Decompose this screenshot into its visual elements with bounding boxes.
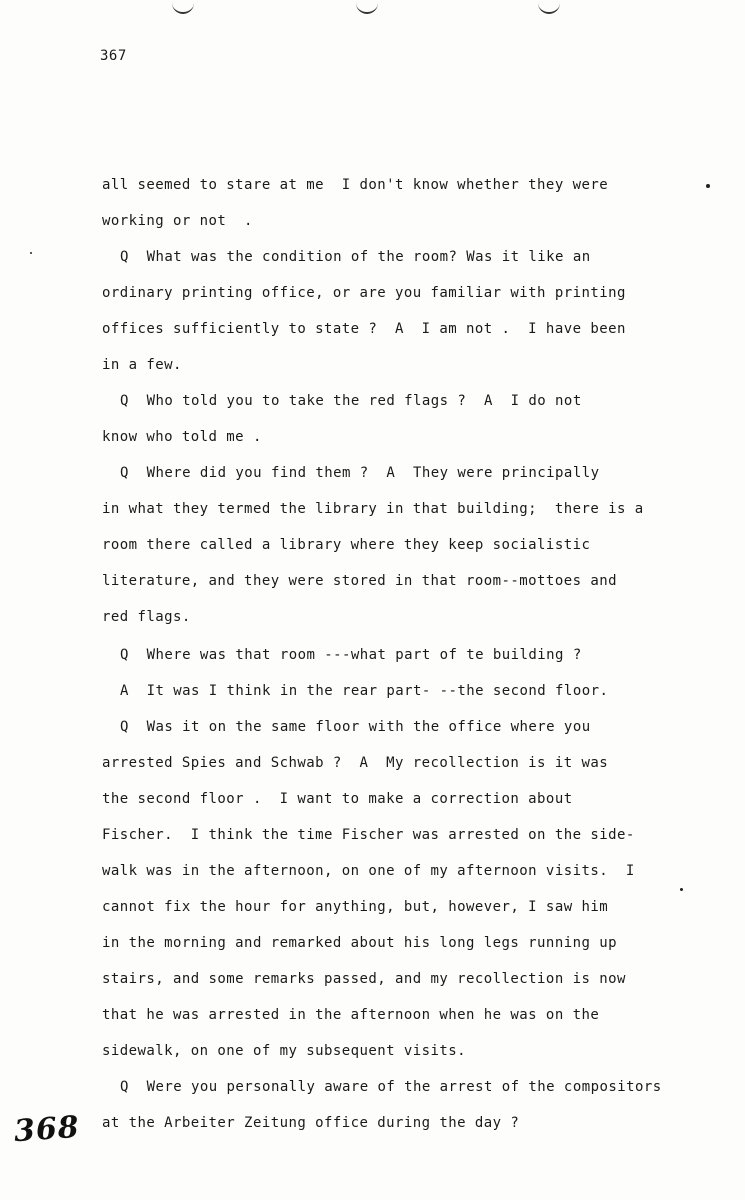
text-line: that he was arrested in the afternoon when he was on the xyxy=(102,1007,600,1023)
text-line: at the Arbeiter Zeitung office during the day ? xyxy=(102,1115,520,1131)
handwritten-page-note: 368 xyxy=(12,1109,81,1150)
text-line: know who told me . xyxy=(102,429,262,445)
text-line: red flags. xyxy=(102,609,191,625)
text-line: working or not . xyxy=(102,213,253,229)
text-line: in the morning and remarked about his long legs running up xyxy=(102,935,617,951)
punch-hole-mark xyxy=(356,2,378,14)
text-line: the second floor . I want to make a correction about xyxy=(102,791,573,807)
text-line: Q Who told you to take the red flags ? A I do not xyxy=(120,393,582,409)
ink-speck xyxy=(706,184,710,188)
ink-speck xyxy=(680,888,683,891)
text-line: Q Was it on the same floor with the office where you xyxy=(120,719,591,735)
punch-hole-mark xyxy=(172,2,194,14)
text-line: Fischer. I think the time Fischer was arrested on the side- xyxy=(102,827,635,843)
text-line: Q Where did you find them ? A They were principally xyxy=(120,465,600,481)
text-line: cannot fix the hour for anything, but, however, I saw him xyxy=(102,899,609,915)
text-line: stairs, and some remarks passed, and my recollection is now xyxy=(102,971,626,987)
punch-hole-mark xyxy=(538,2,560,14)
text-line: Q What was the condition of the room? Was it like an xyxy=(120,249,591,265)
text-line: in a few. xyxy=(102,357,182,373)
text-line: sidewalk, on one of my subsequent visits. xyxy=(102,1043,467,1059)
text-line: walk was in the afternoon, on one of my afternoon visits. I xyxy=(102,863,635,879)
text-line: ordinary printing office, or are you familiar with printing xyxy=(102,285,626,301)
text-line: A It was I think in the rear part- --the second floor. xyxy=(120,683,609,699)
text-line: literature, and they were stored in that room--mottoes and xyxy=(102,573,617,589)
text-line: arrested Spies and Schwab ? A My recollection is it was xyxy=(102,755,609,771)
ink-speck xyxy=(30,252,32,254)
text-line: in what they termed the library in that building; there is a xyxy=(102,501,644,517)
page-number: 367 xyxy=(100,48,127,64)
text-line: room there called a library where they keep socialistic xyxy=(102,537,591,553)
text-line: all seemed to stare at me I don't know whether they were xyxy=(102,177,609,193)
text-line: Q Were you personally aware of the arrest of the compositors xyxy=(120,1079,662,1095)
text-line: Q Where was that room ---what part of te building ? xyxy=(120,647,582,663)
text-line: offices sufficiently to state ? A I am not . I have been xyxy=(102,321,626,337)
